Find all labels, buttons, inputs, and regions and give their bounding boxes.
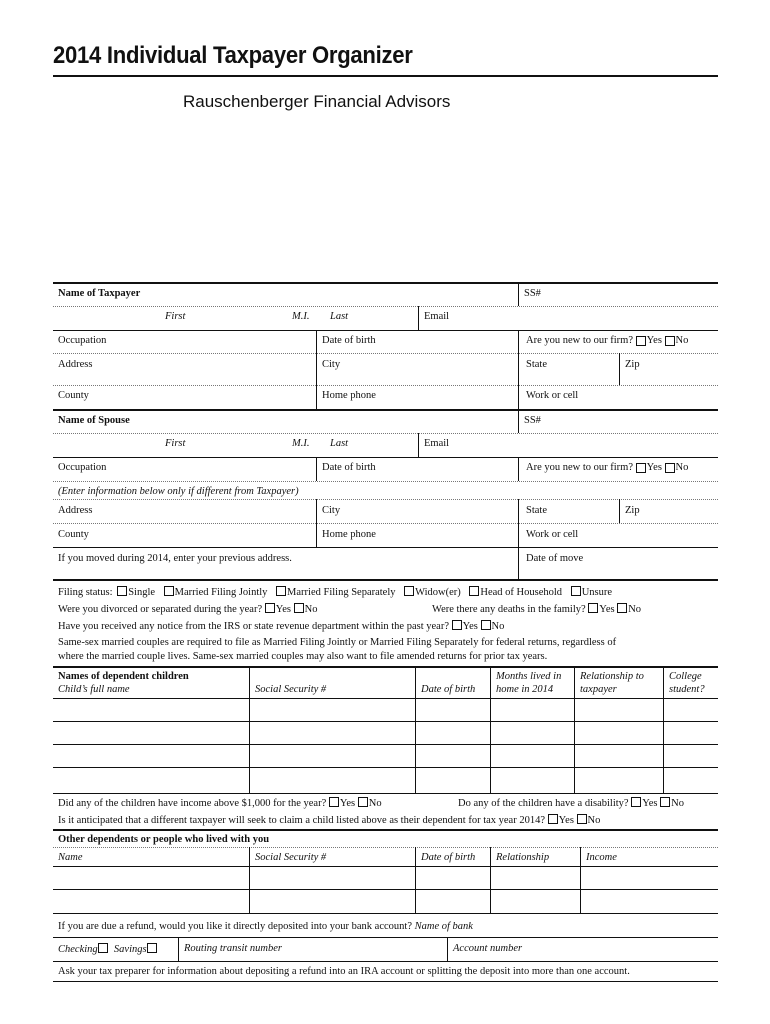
divider [178, 937, 179, 961]
no-checkbox[interactable] [665, 336, 675, 346]
divider [518, 283, 519, 306]
same-sex-note-line1: Same-sex married couples are required to file as Married Filing Jointly or Married Filing Separately for federal returns, regardless of [58, 637, 617, 648]
spouse-mi-label: M.I. [292, 438, 310, 449]
question-text: If you are due a refund, would you like it directly deposited into your bank account? [58, 921, 412, 932]
unsure-checkbox[interactable] [571, 586, 581, 596]
no-label: No [304, 604, 318, 615]
divider [316, 457, 317, 481]
col-months-2: home in 2014 [496, 684, 554, 695]
col-ssn: Social Security # [255, 684, 327, 695]
divider [316, 330, 317, 410]
yes-label: Yes [275, 604, 292, 615]
taxpayer-ss-label: SS# [524, 288, 541, 299]
single-checkbox[interactable] [117, 586, 127, 596]
divider [580, 847, 581, 913]
divider [53, 523, 718, 524]
spouse-county-label: County [58, 529, 89, 540]
previous-address-label: If you moved during 2014, enter your previous address. [58, 553, 292, 564]
spouse-address-label: Address [58, 505, 93, 516]
question-text: Do any of the children have a disability? [458, 798, 629, 809]
table-row-line [53, 698, 718, 699]
no-label: No [491, 621, 505, 632]
table-row-line [53, 744, 718, 745]
yes-checkbox[interactable] [452, 620, 462, 630]
divider [53, 937, 718, 938]
married-separately-label: Married Filing Separately [287, 587, 396, 598]
claim-child-question [58, 814, 600, 827]
yes-checkbox[interactable] [636, 463, 646, 473]
routing-number-label: Routing transit number [184, 943, 283, 954]
divider [619, 499, 620, 523]
deaths-question [432, 603, 641, 616]
col-college-1: College [669, 671, 702, 682]
divider [53, 433, 718, 434]
taxpayer-city-label: City [322, 359, 341, 370]
col-dob: Date of birth [421, 684, 476, 695]
col-ssn: Social Security # [255, 852, 327, 863]
taxpayer-county-label: County [58, 390, 89, 401]
taxpayer-email-label: Email [424, 311, 450, 322]
no-checkbox[interactable] [294, 603, 304, 613]
yes-checkbox[interactable] [588, 603, 598, 613]
same-sex-note-line2: where the married couple lives. Same-sex married couples may also want to file amended returns for prior tax years. [58, 651, 548, 662]
filing-status-label: Filing status: [58, 587, 113, 598]
spouse-dob-label: Date of birth [322, 462, 376, 473]
divider [249, 847, 250, 913]
section-rule [53, 829, 718, 831]
col-months-1: Months lived in [496, 671, 562, 682]
yes-checkbox[interactable] [548, 814, 558, 824]
divider [53, 457, 718, 458]
question-text: Were there any deaths in the family? [432, 604, 586, 615]
col-relationship-2: taxpayer [580, 684, 617, 695]
taxpayer-first-label: First [165, 311, 186, 322]
no-label: No [675, 462, 689, 473]
divider [249, 667, 250, 793]
page-title: 2014 Individual Taxpayer Organizer [53, 42, 413, 69]
yes-checkbox[interactable] [329, 797, 339, 807]
divider [518, 330, 519, 410]
married-jointly-label: Married Filing Jointly [174, 587, 268, 598]
no-checkbox[interactable] [617, 603, 627, 613]
question-text: Are you new to our firm? [526, 462, 634, 473]
taxpayer-new-firm-question [526, 335, 688, 347]
spouse-home-phone-label: Home phone [322, 529, 376, 540]
col-child-name: Child’s full name [58, 684, 130, 695]
spouse-city-label: City [322, 505, 341, 516]
no-checkbox[interactable] [358, 797, 368, 807]
section-rule [53, 409, 718, 411]
divider [415, 847, 416, 913]
divider [490, 847, 491, 913]
unsure-label: Unsure [581, 587, 613, 598]
no-label: No [675, 335, 689, 346]
widower-label: Widow(er) [415, 587, 461, 598]
no-label: No [587, 815, 601, 826]
taxpayer-state-label: State [526, 359, 547, 370]
col-relationship: Relationship [496, 852, 550, 863]
married-separately-checkbox[interactable] [276, 586, 286, 596]
taxpayer-home-phone-label: Home phone [322, 390, 376, 401]
divorced-question [58, 603, 317, 616]
filing-status-row [58, 586, 612, 599]
yes-checkbox[interactable] [265, 603, 275, 613]
yes-label: Yes [646, 462, 662, 473]
married-jointly-checkbox[interactable] [164, 586, 174, 596]
section-rule [53, 282, 718, 284]
dependents-title: Names of dependent children [58, 671, 189, 682]
no-checkbox[interactable] [577, 814, 587, 824]
divider [53, 961, 718, 962]
taxpayer-address-label: Address [58, 359, 93, 370]
col-dob: Date of birth [421, 852, 476, 863]
question-text: Is it anticipated that a different taxpayer will seek to claim a child listed above as their dependent for tax year 2014? [58, 815, 545, 826]
account-number-label: Account number [453, 943, 523, 954]
divider [415, 667, 416, 793]
no-label: No [628, 604, 642, 615]
other-dependents-title: Other dependents or people who lived with you [58, 834, 270, 845]
yes-checkbox[interactable] [631, 797, 641, 807]
spouse-work-cell-label: Work or cell [526, 529, 579, 540]
date-of-move-label: Date of move [526, 553, 584, 564]
taxpayer-last-label: Last [330, 311, 349, 322]
spouse-last-label: Last [330, 438, 349, 449]
spouse-state-label: State [526, 505, 547, 516]
table-row-line [53, 913, 718, 914]
taxpayer-dob-label: Date of birth [322, 335, 376, 346]
savings-checkbox[interactable] [147, 943, 157, 953]
divider [418, 306, 419, 330]
savings-label: Savings [113, 944, 147, 955]
bottom-rule [53, 981, 718, 982]
divider [53, 385, 718, 386]
section-rule [53, 579, 718, 581]
yes-label: Yes [339, 798, 356, 809]
divider [447, 937, 448, 961]
title-rule [53, 75, 718, 77]
question-text: Have you received any notice from the IRS or state revenue department within the past year? [58, 621, 449, 632]
divider [518, 457, 519, 481]
spouse-first-label: First [165, 438, 186, 449]
table-row-line [53, 866, 718, 867]
divider [418, 433, 419, 457]
irs-notice-question [58, 620, 504, 633]
yes-label: Yes [558, 815, 574, 826]
child-disability-question [458, 797, 684, 810]
ira-note: Ask your tax preparer for information about depositing a refund into an IRA account or splitting the deposit into more than one account. [58, 966, 630, 977]
divider [663, 667, 664, 793]
col-relationship-1: Relationship to [580, 671, 644, 682]
divider [53, 481, 718, 482]
yes-checkbox[interactable] [636, 336, 646, 346]
checking-checkbox[interactable] [98, 943, 108, 953]
spouse-ss-label: SS# [524, 415, 541, 426]
question-text: Are you new to our firm? [526, 335, 634, 346]
taxpayer-zip-label: Zip [625, 359, 640, 370]
yes-label: Yes [462, 621, 478, 632]
yes-label: Yes [646, 335, 662, 346]
firm-name: Rauschenberger Financial Advisors [183, 92, 451, 111]
single-label: Single [128, 587, 156, 598]
divider [518, 499, 519, 579]
yes-label: Yes [599, 604, 615, 615]
taxpayer-work-cell-label: Work or cell [526, 390, 579, 401]
table-row-line [53, 889, 718, 890]
no-label: No [368, 798, 382, 809]
no-label: No [671, 798, 684, 809]
divider [518, 410, 519, 433]
table-row-line [53, 767, 718, 768]
no-checkbox[interactable] [665, 463, 675, 473]
table-row-line [53, 721, 718, 722]
head-of-household-checkbox[interactable] [469, 586, 479, 596]
spouse-email-label: Email [424, 438, 450, 449]
divider [490, 667, 491, 793]
divider [53, 547, 718, 548]
col-college-2: student? [669, 684, 705, 695]
spouse-zip-label: Zip [625, 505, 640, 516]
question-text: Did any of the children have income above $1,000 for the year? [58, 798, 327, 809]
col-income: Income [586, 852, 617, 863]
bank-name-label: Name of bank [414, 921, 473, 932]
divider [53, 306, 718, 307]
divider [53, 847, 718, 848]
head-of-household-label: Head of Household [480, 587, 563, 598]
refund-question [58, 921, 473, 933]
yes-label: Yes [642, 798, 658, 809]
divider [574, 667, 575, 793]
spouse-note: (Enter information below only if different from Taxpayer) [58, 486, 299, 497]
table-row-line [53, 793, 718, 794]
child-income-question [58, 797, 382, 810]
spouse-occupation-label: Occupation [58, 462, 107, 473]
col-name: Name [58, 852, 83, 863]
taxpayer-occupation-label: Occupation [58, 335, 107, 346]
account-type-row [58, 943, 158, 956]
checking-label: Checking [58, 944, 98, 955]
question-text: Were you divorced or separated during the year? [58, 604, 263, 615]
section-rule [53, 666, 718, 668]
spouse-new-firm-question [526, 462, 688, 474]
no-checkbox[interactable] [481, 620, 491, 630]
taxpayer-name-label: Name of Taxpayer [58, 288, 141, 299]
divider [619, 353, 620, 385]
spouse-name-label: Name of Spouse [58, 415, 130, 426]
no-checkbox[interactable] [660, 797, 670, 807]
taxpayer-mi-label: M.I. [292, 311, 310, 322]
widower-checkbox[interactable] [404, 586, 414, 596]
divider [53, 330, 718, 331]
